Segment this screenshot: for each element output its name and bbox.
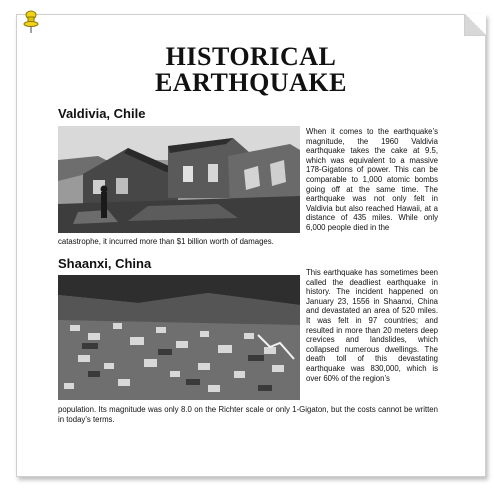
- section-heading-shaanxi: Shaanxi, China: [58, 256, 152, 271]
- valdivia-photo: [58, 126, 300, 233]
- title-line-1: HISTORICAL: [165, 42, 337, 71]
- valdivia-text-continued: catastrophe, it incurred more than $1 billion worth of damages.: [58, 237, 274, 246]
- page-title: [16, 44, 486, 96]
- valdivia-text: When it comes to the earthquake’s magnitude, the 1960 Valdivia earthquake takes the cake at 9.5, which was equivalent to a massive 178-Gigatons of power. This can be comparable to 1,000 atomic bombs going off at the same time. The earthquake was not only felt in Valdivia but also reached Hawaii, at a distance of 435 miles. While only 6,000 people died in the: [306, 127, 438, 232]
- shaanxi-text: This earthquake has sometimes been called the deadliest earthquake in history. The incident happened on January 23, 1556 in Shaanxi, China and devastated an area of 520 miles. It was felt in 97 countries; and resulted in more than 20 meters deep crevices and landslides, which collapsed numerous dwellings. The death toll of this devastating earthquake was 830,000, which is over 60% of the region’s: [306, 268, 438, 383]
- shaanxi-text-continued: population. Its magnitude was only 8.0 on the Richter scale or only 1-Gigaton, but the costs cannot be written in today’s terms.: [58, 405, 438, 424]
- section-heading-valdivia: Valdivia, Chile: [58, 106, 146, 121]
- shaanxi-photo: [58, 275, 300, 400]
- title-line-2: EARTHQUAKE: [155, 68, 347, 97]
- page-curl-corner: [464, 14, 486, 36]
- pushpin-icon: [20, 8, 42, 34]
